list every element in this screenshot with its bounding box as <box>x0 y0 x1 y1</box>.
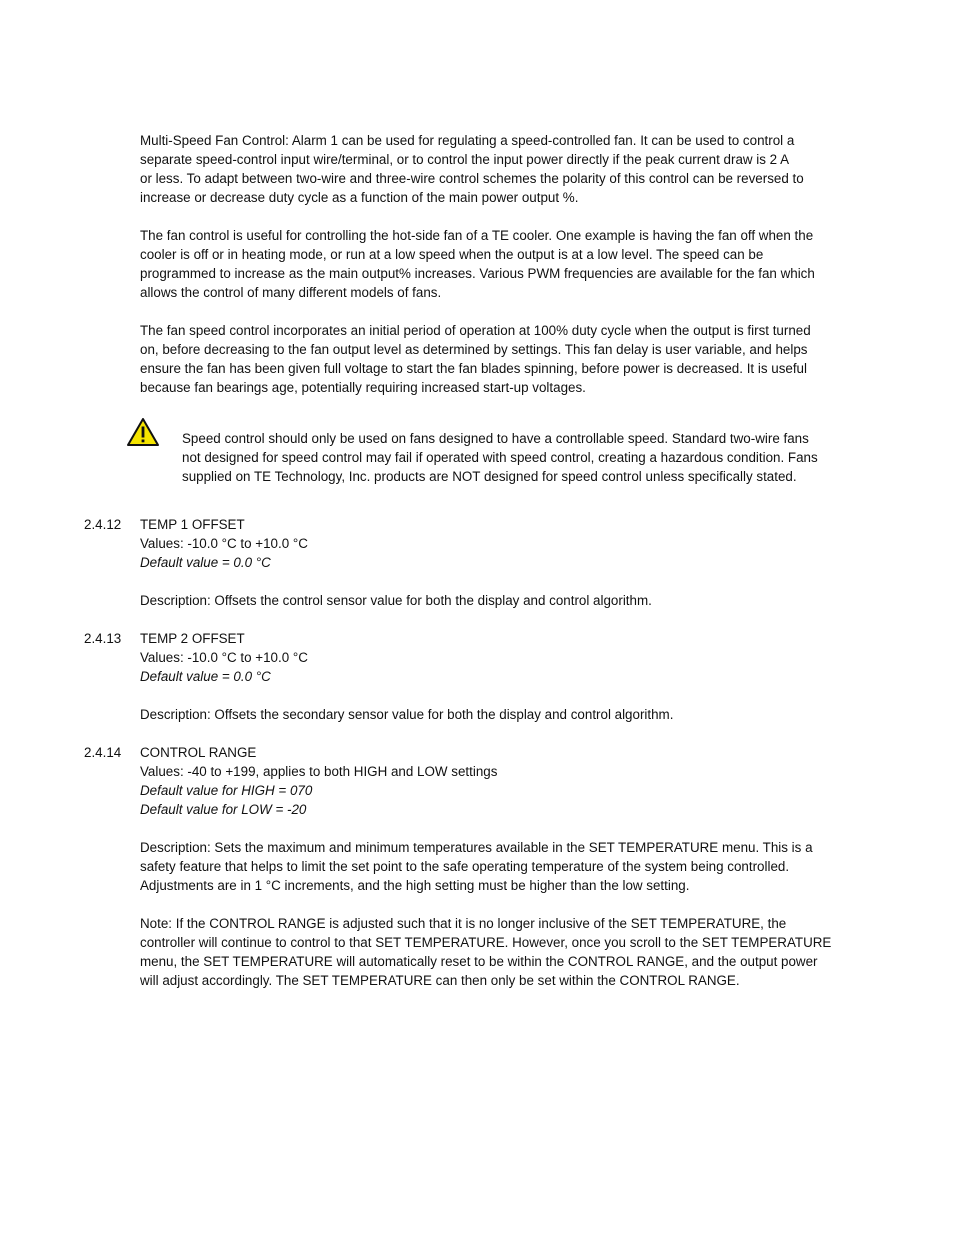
section-note: Note: If the CONTROL RANGE is adjusted such that it is no longer inclusive of the SET TEMPERATURE, the <box>140 916 787 931</box>
section-description: Description: Offsets the secondary sensor value for both the display and control algorithm. <box>140 707 674 722</box>
section-default-high: Default value for HIGH = 070 <box>140 783 313 798</box>
paragraph-fan-delay: The fan speed control incorporates an initial period of operation at 100% duty cycle when the output is first turned on, before decreasing to the fan output level as determined by settings. This fan delay is user variable, and helps ensure the fan has been given full voltage to start the fan blades spinning, before power is decreased. It is useful because fan bearings age, potentially requiring increased start-up voltages. <box>140 323 811 395</box>
warning-message: Speed control should only be used on fans designed to have a controllable speed. Standard two-wire fans not designed for speed control may fail if operated with speed control, creating a hazardous condition. Fans supplied on TE Technology, Inc. products are NOT designed for speed control unless specifically stated. <box>182 431 818 484</box>
paragraph-hot-side-fan: The fan control is useful for controlling the hot-side fan of a TE cooler. One example is having the fan off when the cooler is off or in heating mode, or run at a low speed when the output is at a low level. The speed can be programmed to increase as the main output% increases. Various PWM frequencies are available for the fan which allows the control of many different models of fans. <box>140 228 815 300</box>
section-values: Values: -10.0 °C to +10.0 °C <box>140 536 308 551</box>
section-control-range <box>140 743 880 990</box>
section-note: will adjust accordingly. The SET TEMPERATURE can then only be set within the CONTROL RANGE. <box>140 973 740 988</box>
section-values: Values: -40 to +199, applies to both HIGH and LOW settings <box>140 764 498 779</box>
section-temp1-offset <box>140 515 880 610</box>
section-description: Adjustments are in 1 °C increments, and the high setting must be higher than the low setting. <box>140 878 690 893</box>
section-default-low: Default value for LOW = -20 <box>140 802 307 817</box>
section-note: menu, the SET TEMPERATURE will automatically reset to be within the CONTROL RANGE, and the output power <box>140 954 818 969</box>
section-temp2-offset <box>140 629 880 724</box>
section-title: TEMP 1 OFFSET <box>140 517 245 532</box>
section-description: safety feature that helps to limit the set point to the safe operating temperature of the system being controlled. <box>140 859 790 874</box>
section-title: TEMP 2 OFFSET <box>140 631 245 646</box>
warning-triangle-icon <box>126 417 160 447</box>
section-number-2-4-13: 2.4.13 <box>84 631 122 646</box>
section-note: controller will continue to control to that SET TEMPERATURE. However, once you scroll to the SET TEMPERATURE <box>140 935 832 950</box>
paragraph-fan-control: Multi-Speed Fan Control: Alarm 1 can be used for regulating a speed-controlled fan. It can be used to control a separate speed-control input wire/terminal, or to control the input power directly if the peak current draw is 2 A or less. To adapt between two-wire and three-wire control schemes the polarity of this control can be reversed to increase or decrease duty cycle as a function of the main power output %. <box>140 133 804 205</box>
section-values: Values: -10.0 °C to +10.0 °C <box>140 650 308 665</box>
section-default: Default value = 0.0 °C <box>140 669 271 684</box>
section-description: Description: Sets the maximum and minimum temperatures available in the SET TEMPERATURE menu. This is a <box>140 840 813 855</box>
section-title: CONTROL RANGE <box>140 745 257 760</box>
section-default: Default value = 0.0 °C <box>140 555 271 570</box>
section-description: Description: Offsets the control sensor value for both the display and control algorithm. <box>140 593 652 608</box>
section-number-2-4-14: 2.4.14 <box>84 745 122 760</box>
section-number-2-4-12: 2.4.12 <box>84 517 122 532</box>
